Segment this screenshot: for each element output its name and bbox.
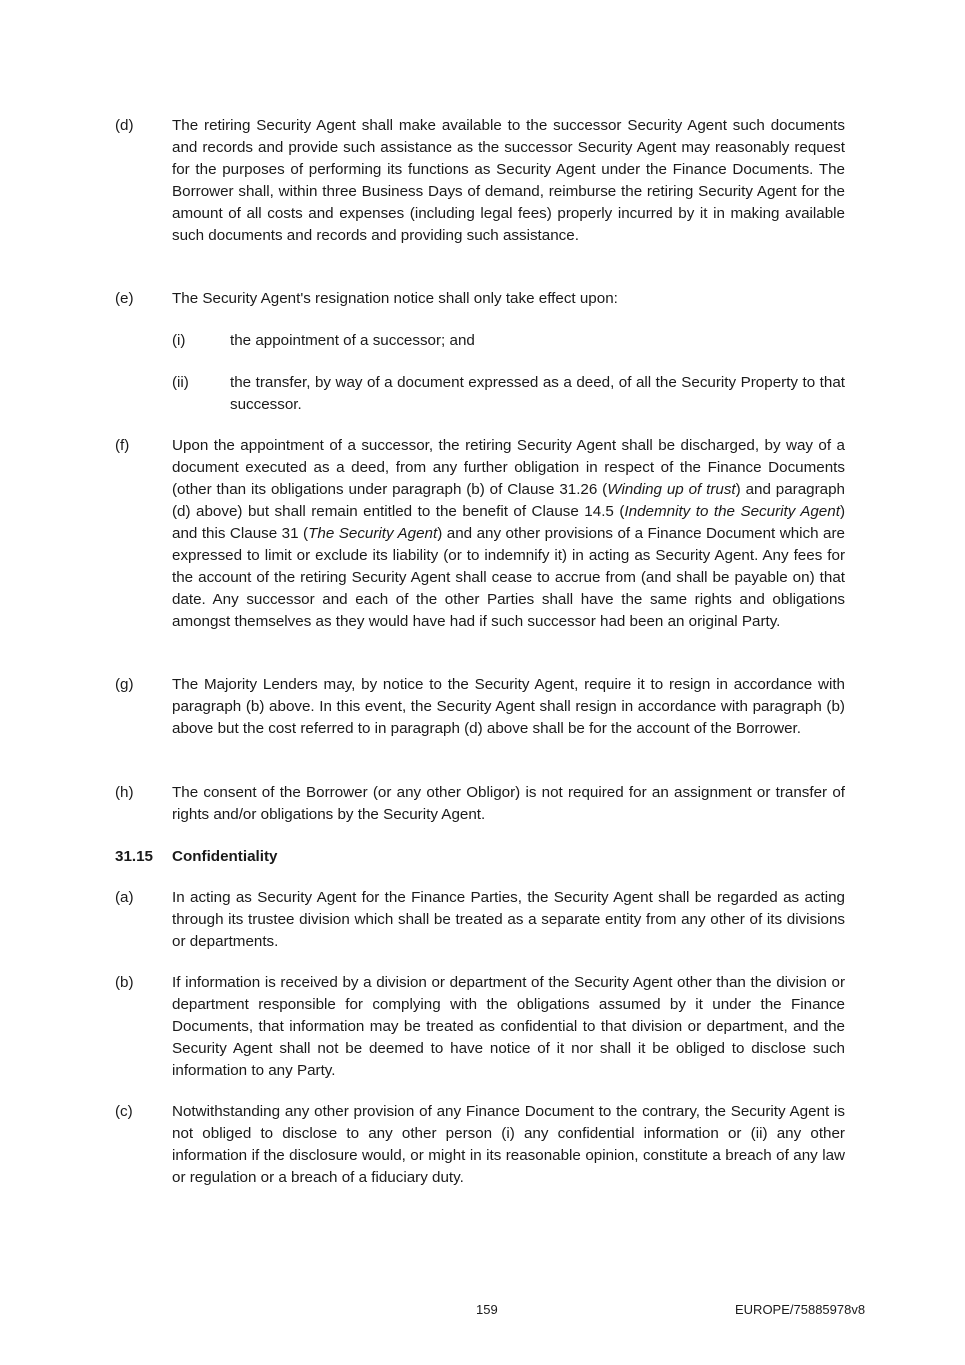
paragraph-g	[115, 674, 845, 740]
clause-reference: Indemnity to the Security Agent	[624, 503, 840, 520]
section-heading	[115, 846, 277, 868]
paragraph-text: The consent of the Borrower (or any other Obligor) is not required for an assignment or transfer of rights and/or obligations by the Security Agent.	[172, 784, 845, 823]
paragraph-e	[115, 288, 845, 310]
confidentiality-paragraph-c	[115, 1101, 845, 1189]
paragraph-text: The Security Agent's resignation notice shall only take effect upon:	[172, 290, 618, 307]
clause-reference: Winding up of trust	[607, 481, 736, 498]
confidentiality-paragraph-a	[115, 887, 845, 953]
paragraph-label: (a)	[115, 889, 134, 906]
paragraph-d	[115, 115, 845, 247]
clause-reference: The Security Agent	[308, 525, 438, 542]
subparagraph-text: the appointment of a successor; and	[230, 332, 475, 349]
section-title: Confidentiality	[172, 848, 278, 865]
paragraph-label: (e)	[115, 290, 134, 307]
subparagraph-label: (ii)	[172, 374, 189, 391]
paragraph-label: (c)	[115, 1103, 133, 1120]
section-number: 31.15	[115, 848, 154, 865]
paragraph-text: Notwithstanding any other provision of any Finance Document to the contrary, the Security Agent is not obliged to disclose to any other person (i) any confidential information or (ii) any other information if the disclosure would, or might in its reasonable opinion, constitute a breach of any law or regulation or a breach of a fiduciary duty.	[172, 1103, 845, 1186]
subparagraph-i	[172, 330, 845, 352]
confidentiality-paragraph-b	[115, 972, 845, 1082]
subparagraph-ii	[172, 372, 845, 416]
page-number: 159	[476, 1302, 498, 1317]
paragraph-label: (d)	[115, 117, 134, 134]
text-run: Upon the appointment of a successor, the retiring Security Agent shall be discharged, by way of a document executed as a deed, from any further obligation in respect of the Finance Documents (other than its obligations under paragraph (b) of Clause 31.26 (	[172, 437, 845, 498]
text-run: ) and paragraph (d) above) but shall remain entitled to the benefit of Clause 14.5 (	[172, 481, 846, 520]
subparagraph-text: the transfer, by way of a document expressed as a deed, of all the Security Property to that successor.	[230, 374, 845, 413]
document-reference: EUROPE/75885978v8	[735, 1302, 866, 1317]
paragraph-h	[115, 782, 845, 826]
subparagraph-label: (i)	[172, 332, 186, 349]
paragraph-text: In acting as Security Agent for the Finance Parties, the Security Agent shall be regarded as acting through its trustee division which shall be treated as a separate entity from any other of its divisions or departments.	[172, 889, 845, 950]
text-run: ) and any other provisions of a Finance Document which are expressed to limit or exclude its liability (or to indemnify it) in acting as Security Agent. Any fees for the account of the retiring Security Agent shall cease to accrue from (and shall be payable on) that date. Any successor and each of the other Parties shall have the same rights and obligations amongst themselves as they would have had if such successor had been an original Party.	[172, 525, 845, 630]
paragraph-text: The retiring Security Agent shall make available to the successor Security Agent such documents and records and provide such assistance as the successor Security Agent may reasonably request for the purposes of performing its functions as Security Agent under the Finance Documents. The Borrower shall, within three Business Days of demand, reimburse the retiring Security Agent for the amount of all costs and expenses (including legal fees) properly incurred by it in making available such documents and records and providing such assistance.	[172, 117, 845, 244]
paragraph-text	[172, 435, 845, 633]
text-run: ) and this Clause 31 (	[172, 503, 845, 542]
paragraph-text: The Majority Lenders may, by notice to the Security Agent, require it to resign in accordance with paragraph (b) above. In this event, the Security Agent shall resign in accordance with paragraph (b) above but the cost referred to in paragraph (d) above shall be for the account of the Borrower.	[172, 676, 845, 737]
paragraph-label: (g)	[115, 676, 134, 693]
paragraph-label: (b)	[115, 974, 134, 991]
paragraph-text: If information is received by a division or department of the Security Agent other than the division or department responsible for complying with the obligations assumed by it under the Finance Documents, that information may be treated as confidential to that division or department, and the Security Agent shall not be deemed to have notice of it nor shall it be obliged to disclose such information to any Party.	[172, 974, 845, 1079]
paragraph-f	[115, 435, 845, 633]
paragraph-label: (f)	[115, 437, 130, 454]
paragraph-label: (h)	[115, 784, 134, 801]
